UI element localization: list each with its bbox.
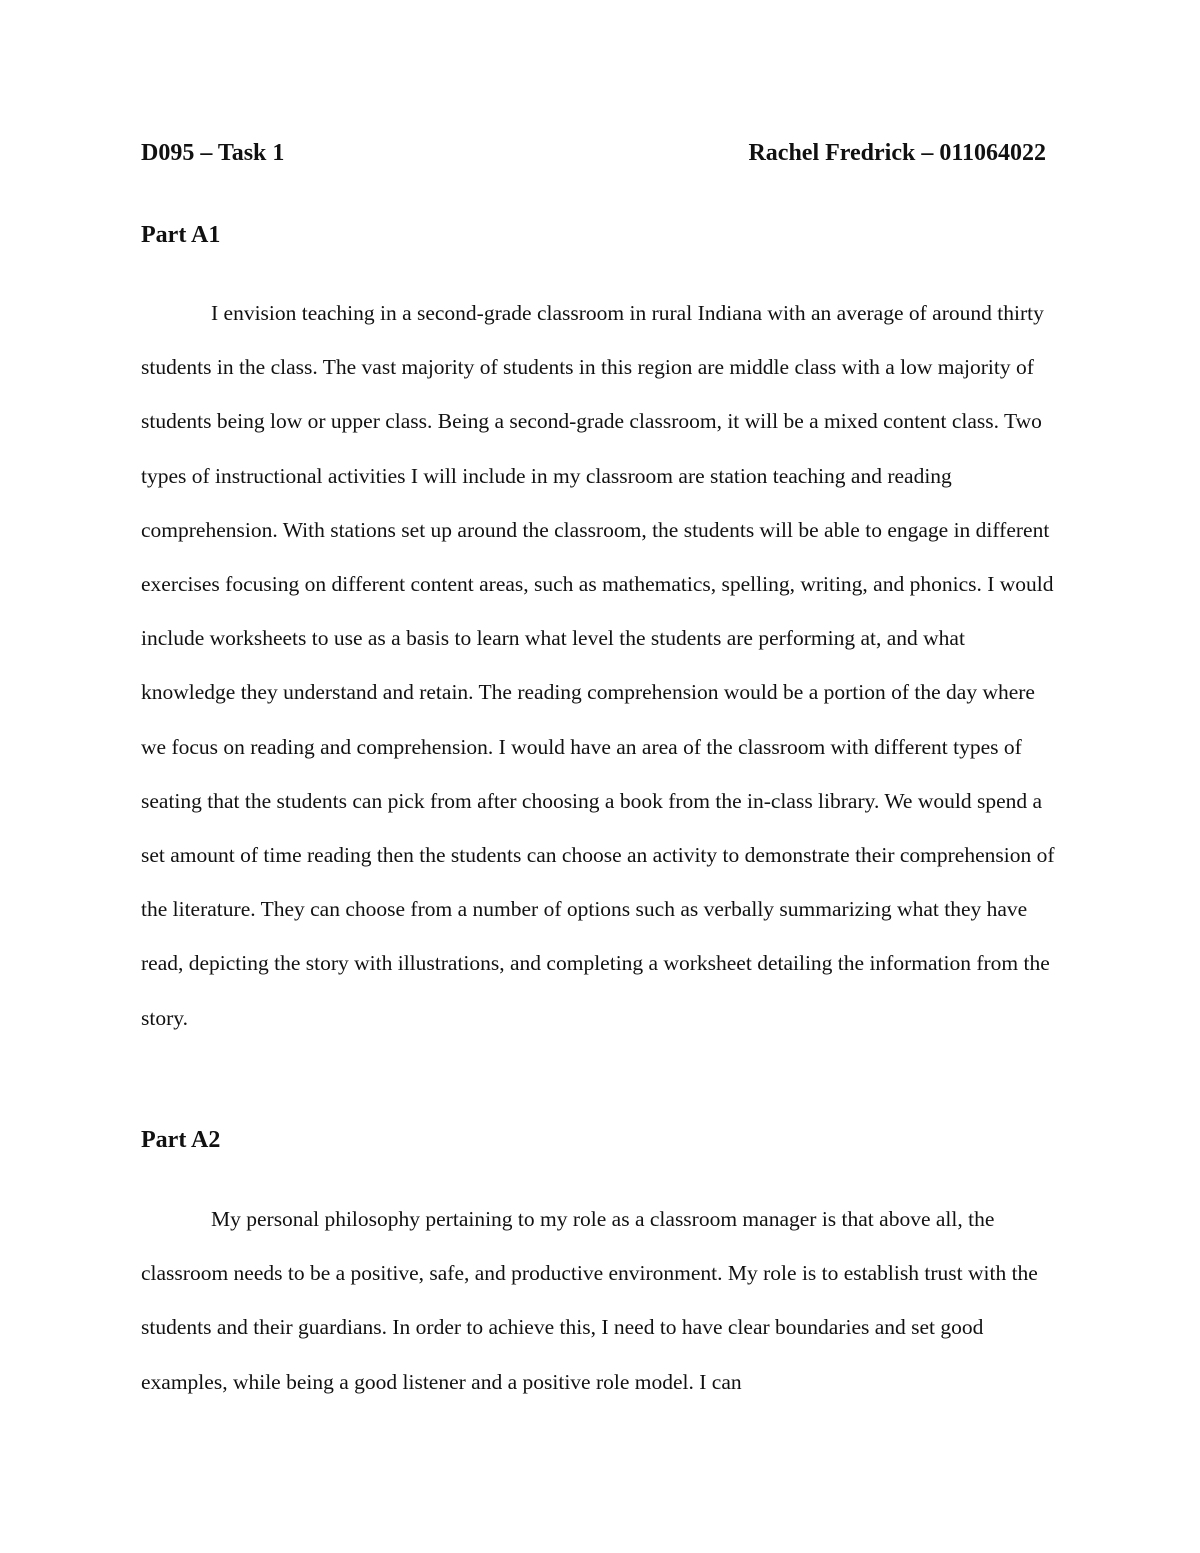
document-header [141, 140, 1046, 180]
paragraph-part-a1: I envision teaching in a second-grade classroom in rural Indiana with an average of around thirty students in the class. The vast majority of students in this region are middle class with a low majority of students being low or upper class. Being a second-grade classroom, it will be a mixed content class. Two types of instructional activities I will include in my classroom are station teaching and reading comprehension. With stations set up around the classroom, the students will be able to engage in different exercises focusing on different content areas, such as mathematics, spelling, writing, and phonics. I would include worksheets to use as a basis to learn what level the students are performing at, and what knowledge they understand and retain. The reading comprehension would be a portion of the day where we focus on reading and comprehension. I would have an area of the classroom with different types of seating that the students can pick from after choosing a book from the in-class library. We would spend a set amount of time reading then the students can choose an activity to demonstrate their comprehension of the literature. They can choose from a number of options such as verbally summarizing what they have read, depicting the story with illustrations, and completing a worksheet detailing the information from the story. [141, 301, 1055, 1030]
author-id: Rachel Fredrick – 011064022 [748, 140, 1046, 166]
task-title: D095 – Task 1 [141, 140, 285, 166]
paragraph-part-a2: My personal philosophy pertaining to my role as a classroom manager is that above all, the classroom needs to be a positive, safe, and productive environment. My role is to establish trust with the students and their guardians. In order to achieve this, I need to have clear boundaries and set good examples, while being a good listener and a positive role model. I can [141, 1207, 1038, 1394]
section-heading-part-a1: Part A1 [141, 222, 221, 248]
section-heading-part-a2: Part A2 [141, 1127, 221, 1153]
